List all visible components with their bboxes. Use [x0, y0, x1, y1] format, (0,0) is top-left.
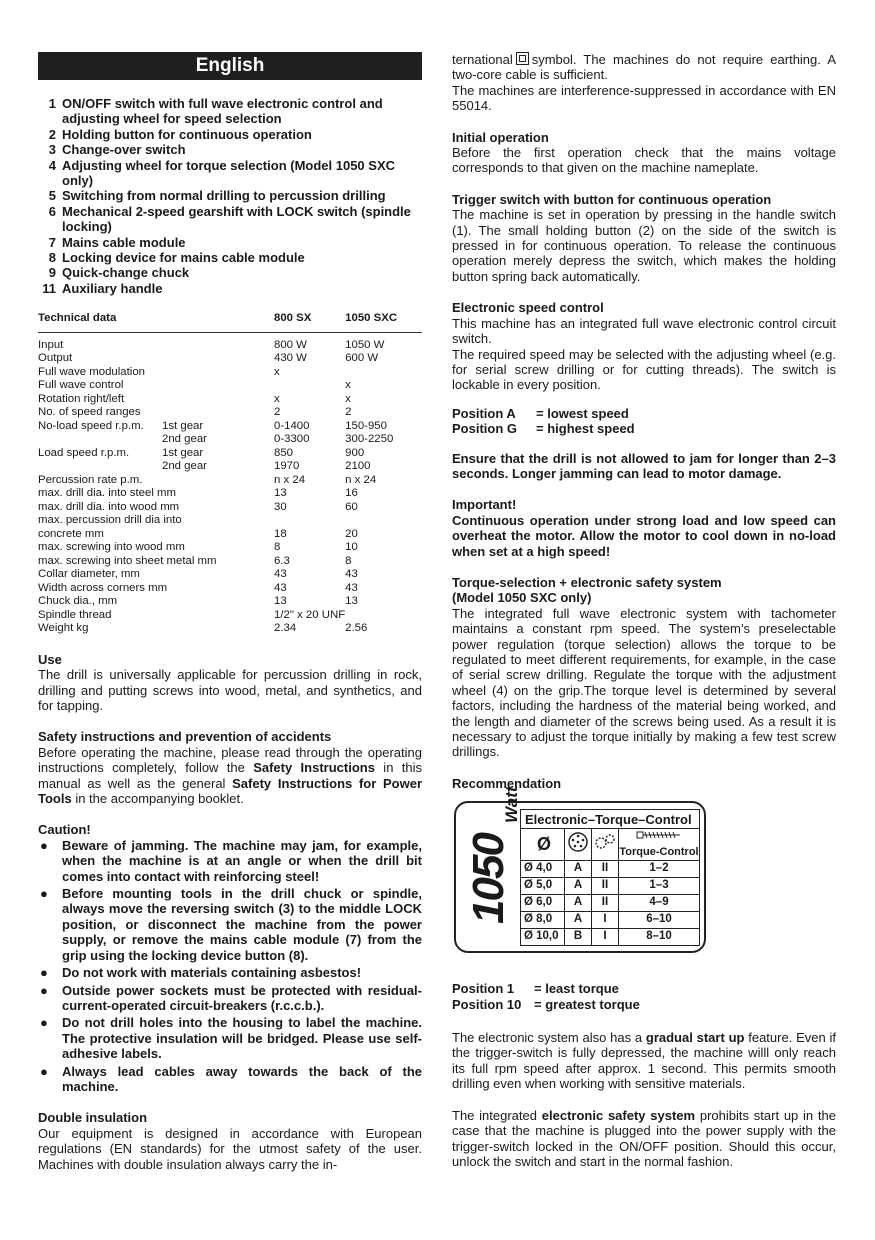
table-row	[38, 433, 422, 447]
text-run: ternational	[452, 52, 513, 67]
section-subtitle: (Model 1050 SXC only)	[452, 590, 592, 606]
item-text: Do not drill holes into the housing to label the machine. The protective insulation will be bridged. Please use self-adhesive labels.	[62, 1015, 422, 1062]
chart-gear: II	[592, 895, 619, 912]
text-run-bold: electronic safety system	[541, 1107, 696, 1123]
table-cell-1050sxc: 13	[345, 595, 358, 608]
list-item	[38, 158, 422, 189]
chart-gear: I	[592, 929, 619, 946]
item-text: Holding button for continuous operation	[62, 126, 312, 142]
chart-speed: B	[565, 929, 592, 946]
position-key: Position 10	[452, 996, 522, 1012]
chart-torque: 4–9	[619, 895, 700, 912]
table-cell-1050sxc: 20	[345, 527, 358, 540]
item-number: 7	[48, 234, 56, 250]
torque-grid	[520, 809, 700, 946]
table-cell-1050sxc	[345, 609, 422, 623]
row-label: Rotation right/left	[38, 392, 125, 405]
table-cell-label	[38, 595, 274, 609]
item-number: 6	[48, 203, 56, 219]
table-cell-800sx: 6.3	[274, 554, 290, 567]
bullet-icon: ●	[40, 1015, 48, 1031]
list-item	[38, 96, 422, 127]
list-item	[38, 142, 422, 157]
item-text: Mechanical 2-speed gearshift with LOCK switch (spindle locking)	[62, 203, 411, 235]
position-row	[452, 406, 836, 421]
list-item	[38, 838, 422, 884]
section-title: Initial operation	[452, 129, 549, 145]
table-cell-label	[38, 528, 274, 542]
table-cell-1050sxc: x	[345, 379, 351, 392]
item-text: Switching from normal drilling to percussion drilling	[62, 188, 386, 204]
section-title: Safety instructions and prevention of accidents	[38, 729, 332, 745]
table-cell-label	[38, 366, 274, 380]
table-row	[38, 622, 422, 636]
table-row	[38, 541, 422, 555]
table-cell-800sx: 0-3300	[274, 433, 310, 446]
bullet-icon: ●	[40, 886, 48, 902]
table-row	[38, 555, 422, 569]
chart-diameter: Ø 6,0	[521, 895, 565, 912]
paragraph: The machine is set in operation by pressing in the handle switch (1). The small holding button (2) on the side of the switch is pressed in for continuous operation. To release the continuous operation merely depress the switch, which makes the holding button spring back automatically.	[452, 207, 836, 284]
table-cell-1050sxc: 2.56	[345, 622, 368, 635]
torque-control-chart	[454, 786, 706, 953]
chart-gear: II	[592, 878, 619, 895]
table-cell-1050sxc: n x 24	[345, 473, 377, 486]
watt-label: Watt	[502, 786, 521, 824]
table-cell-label	[38, 420, 274, 434]
chart-gear: I	[592, 912, 619, 929]
row-sublabel: 1st gear	[162, 446, 204, 459]
item-number: 3	[48, 142, 56, 158]
table-cell-800sx: x	[274, 392, 280, 405]
row-label: Width across corners mm	[38, 581, 168, 594]
table-row	[38, 609, 422, 623]
table-header: 800 SX	[274, 312, 345, 332]
row-label: Percussion rate p.m.	[38, 473, 143, 486]
paragraph: Before the first operation check that the mains voltage corresponds to that given on the machine nameplate.	[452, 145, 836, 176]
position-key: Position 1	[452, 981, 515, 997]
item-text: Auxiliary handle	[62, 280, 163, 296]
table-header-row	[38, 312, 422, 332]
chart-row	[521, 912, 700, 929]
row-label: max. screwing into wood mm	[38, 541, 185, 554]
chart-speed: A	[565, 912, 592, 929]
table-row	[38, 528, 422, 542]
left-column	[38, 52, 422, 1172]
table-cell-800sx: 1970	[274, 460, 300, 473]
item-text: Change-over switch	[62, 142, 186, 158]
chart-speed: A	[565, 861, 592, 878]
section-title: Electronic speed control	[452, 300, 604, 316]
item-text: Locking device for mains cable module	[62, 250, 305, 266]
section-title: Important!	[452, 497, 517, 513]
technical-data-table	[38, 312, 422, 636]
table-cell-1050sxc: 600 W	[345, 352, 379, 365]
item-number: 1	[48, 96, 56, 111]
table-row	[38, 501, 422, 515]
table-cell-label	[38, 501, 274, 515]
section-title: Double insulation	[38, 1110, 148, 1126]
table-cell-1050sxc: 1050 W	[345, 338, 385, 351]
row-label: Full wave modulation	[38, 365, 145, 378]
table-cell-800sx: 30	[274, 500, 287, 513]
list-item	[38, 250, 422, 265]
text-run: The electronic system also has a	[452, 1030, 646, 1046]
list-item	[38, 983, 422, 1014]
table-row	[38, 474, 422, 488]
text-run: Before operating the machine, please read through the operating instructions completely, follow the	[38, 744, 422, 776]
table-cell-label	[38, 433, 274, 447]
table-row	[38, 582, 422, 596]
table-cell-label	[38, 568, 274, 582]
bullet-icon: ●	[40, 965, 48, 981]
position-value: = lowest speed	[536, 405, 629, 421]
section-title: Torque-selection + electronic safety system	[452, 574, 722, 590]
row-label: Output	[38, 352, 73, 365]
table-cell-800sx: n x 24	[274, 473, 306, 486]
torque-control-header	[619, 829, 700, 861]
chart-row	[521, 895, 700, 912]
table-row	[38, 406, 422, 420]
table-row	[38, 514, 422, 528]
row-label: max. drill dia. into wood mm	[38, 500, 180, 513]
item-text: Adjusting wheel for torque selection (Model 1050 SXC only)	[62, 157, 395, 189]
row-label: No-load speed r.p.m.	[38, 419, 144, 432]
row-label: Input	[38, 338, 64, 351]
table-cell-800sx: 0-1400	[274, 419, 310, 432]
table-cell-800sx: 800 W	[274, 338, 307, 351]
table-cell-label	[38, 352, 274, 366]
paragraph: The machines are interference-suppressed in accordance with EN 55014.	[452, 82, 836, 114]
chart-diameter: Ø 8,0	[521, 912, 565, 929]
table-row	[38, 568, 422, 582]
table-header: Technical data	[38, 312, 274, 332]
list-item	[38, 265, 422, 280]
paragraph	[452, 52, 836, 83]
row-sublabel: 2nd gear	[162, 433, 207, 446]
section-title: Trigger switch with button for continuous operation	[452, 191, 772, 207]
right-column	[452, 52, 836, 1169]
list-item	[38, 281, 422, 296]
chart-diameter: Ø 5,0	[521, 878, 565, 895]
item-text: Do not work with materials containing asbestos!	[62, 965, 362, 981]
table-cell-800sx: 2	[274, 406, 281, 419]
item-text: Always lead cables away towards the back of the machine.	[62, 1063, 422, 1094]
table-cell-label	[38, 447, 274, 461]
table-row	[38, 393, 422, 407]
text-run: symbol. The machines do not require earthing. A two-core cable is sufficient.	[452, 52, 836, 83]
paragraph: Our equipment is designed in accordance with European regulations (EN standards) for the utmost safety of the user. Machines with double insulation always carry the in-	[38, 1125, 422, 1172]
chart-row	[521, 861, 700, 878]
item-number: 2	[48, 126, 56, 142]
row-label: max. drill dia. into steel mm	[38, 487, 176, 500]
chart-diameter: Ø 10,0	[521, 929, 565, 946]
gear-icon	[592, 829, 619, 861]
table-row	[38, 366, 422, 380]
table-cell-800sx: 8	[274, 541, 281, 554]
text-run: in this manual as well as the general	[38, 760, 422, 791]
chart-torque: 1–2	[619, 861, 700, 878]
table-row	[38, 595, 422, 609]
table-cell-1050sxc	[345, 514, 422, 528]
language-banner: English	[38, 52, 422, 80]
table-cell-label	[38, 541, 274, 555]
item-text: Beware of jamming. The machine may jam, for example, when the machine is at an angle or when the drill bit comes into contact with reinforcing steel!	[62, 837, 422, 884]
list-item	[38, 204, 422, 235]
table-cell-1050sxc: 43	[345, 581, 358, 594]
section-title: Use	[38, 651, 62, 667]
diameter-icon: Ø	[521, 829, 565, 861]
table-cell-800sx: 1/2" x 20 UNF	[274, 608, 346, 621]
table-cell-1050sxc: 10	[345, 541, 358, 554]
text-run: feature. Even if the trigger-switch is fully depressed, the machine willl only reach its full rpm speed after approx. 1 second. This permits smooth drilling even when working with sensitive materials.	[452, 1030, 836, 1092]
item-number: 11	[42, 280, 56, 296]
chart-gear: II	[592, 861, 619, 878]
table-cell-label	[38, 487, 274, 501]
item-number: 4	[48, 157, 56, 173]
chart-torque: 6–10	[619, 912, 700, 929]
item-text: Before mounting tools in the drill chuck or spindle, always move the reversing switch (3) to the middle LOCK position, or disconnect the machine from the power supply, or remove the mains cable module (7) from the grip using the locking device button (8).	[62, 886, 422, 963]
table-cell-1050sxc	[345, 366, 422, 380]
list-item	[38, 188, 422, 203]
section-title: Recommendation	[452, 775, 562, 791]
item-text: ON/OFF switch with full wave electronic control and adjusting wheel for speed selection	[62, 96, 383, 127]
table-cell-label	[38, 622, 274, 636]
jam-warning: Ensure that the drill is not allowed to jam for longer than 2–3 seconds. Longer jamming can lead to motor damage.	[452, 450, 836, 481]
row-sublabel: 1st gear	[162, 419, 204, 432]
table-cell-1050sxc: 300-2250	[345, 433, 394, 446]
row-label: Spindle thread	[38, 608, 112, 621]
bullet-icon: ●	[40, 1063, 48, 1079]
table-cell-800sx: 43	[274, 568, 287, 581]
table-cell-1050sxc: x	[345, 392, 351, 405]
list-item	[38, 1064, 422, 1095]
table-cell-label	[38, 379, 274, 393]
text-run-bold: gradual start up	[645, 1030, 745, 1046]
item-text: Quick-change chuck	[62, 265, 190, 281]
row-label: Collar diameter, mm	[38, 568, 140, 581]
table-cell-1050sxc: 60	[345, 500, 358, 513]
torque-grid-body	[521, 861, 700, 946]
chart-torque: 8–10	[619, 929, 700, 946]
chart-speed: A	[565, 878, 592, 895]
table-cell-1050sxc: 2100	[345, 460, 371, 473]
text-run: in the accompanying booklet.	[71, 791, 244, 807]
row-sublabel: 2nd gear	[162, 460, 207, 473]
table-cell-800sx: 430 W	[274, 352, 307, 365]
torque-positions	[452, 981, 836, 1012]
paragraph: The integrated full wave electronic system with tachometer maintains a constant rpm speed. The system’s preselectable power regulation (torque selection) allows the torque to be regulated to meet different requirements, for example, in the case of serial screw drilling. Regulate the torque with the adjustment wheel (4) on the grip.The torque level is determined by several factors, including the hardness of the material being worked, and the length and diameter of the screws being used. As a result it is necessary to adjust the torque initially by making a few test screw drillings.	[452, 605, 836, 760]
table-row	[38, 447, 422, 461]
table-cell-1050sxc: 43	[345, 568, 358, 581]
bullet-icon: ●	[40, 982, 48, 998]
row-label: No. of speed ranges	[38, 406, 141, 419]
row-label: Load speed r.p.m.	[38, 446, 130, 459]
list-item	[38, 127, 422, 142]
row-label: max. screwing into sheet metal mm	[38, 554, 217, 567]
table-cell-800sx	[274, 514, 345, 528]
table-cell-label	[38, 406, 274, 420]
list-item	[38, 965, 422, 980]
position-value: = least torque	[534, 981, 619, 997]
text-run-bold: Safety Instructions	[253, 760, 375, 776]
table-cell-800sx: 43	[274, 581, 287, 594]
paragraph	[452, 1030, 836, 1092]
paragraph: This machine has an integrated full wave electronic control circuit switch.	[452, 315, 836, 347]
row-label: Weight kg	[38, 622, 89, 635]
position-value: = highest speed	[536, 421, 635, 437]
table-row	[38, 379, 422, 393]
table-row	[38, 352, 422, 366]
table-cell-label	[38, 555, 274, 569]
table-cell-1050sxc: 8	[345, 554, 352, 567]
chart-torque: 1–3	[619, 878, 700, 895]
item-text: Mains cable module	[62, 234, 186, 250]
list-item	[38, 1015, 422, 1061]
table-cell-800sx	[274, 379, 345, 393]
position-key: Position G	[452, 421, 517, 437]
paragraph: Continuous operation under strong load and low speed can overheat the motor. Allow the motor to cool down in no-load when set at a high speed!	[452, 512, 836, 559]
table-row	[38, 420, 422, 434]
table-cell-800sx: 2.34	[274, 622, 297, 635]
speed-wheel-icon	[565, 829, 592, 861]
table-cell-label	[38, 514, 274, 528]
table-cell-1050sxc: 150-950	[345, 419, 387, 432]
chart-speed: A	[565, 895, 592, 912]
table-cell-800sx: 13	[274, 487, 287, 500]
paragraph: The drill is universally applicable for percussion drilling in rock, drilling and putting screws into wood, metal, and synthetics, and for tapping.	[38, 667, 422, 713]
chart-row	[521, 929, 700, 946]
position-row	[452, 981, 836, 996]
item-number: 8	[48, 250, 56, 266]
table-cell-800sx: 18	[274, 527, 287, 540]
paragraph: The required speed may be selected with the adjusting wheel (e.g. for serial screw drilling or for cutting threads). The switch is lockable in every position.	[452, 346, 836, 393]
position-key: Position A	[452, 405, 516, 421]
table-row	[38, 332, 422, 352]
table-header: 1050 SXC	[345, 312, 422, 332]
text-run-bold: Safety Instructions for Power Tools	[38, 775, 422, 807]
table-row	[38, 460, 422, 474]
section-title: Caution!	[38, 822, 91, 838]
torque-control-label: Torque-Control	[619, 845, 699, 858]
table-cell-label	[38, 393, 274, 407]
text-run: The integrated	[452, 1107, 542, 1123]
table-cell-1050sxc: 900	[345, 446, 365, 459]
row-label: concrete mm	[38, 527, 104, 540]
table-cell-800sx: 13	[274, 595, 287, 608]
table-cell-label	[38, 332, 274, 352]
table-cell-label	[38, 609, 274, 623]
row-label: Full wave control	[38, 379, 124, 392]
item-number: 9	[48, 265, 56, 281]
paragraph	[38, 745, 422, 807]
chart-title: Electronic–Torque–Control	[521, 810, 700, 829]
item-text: Outside power sockets must be protected with residual-current-operated circuit-breakers (r.c.c.b.).	[62, 982, 422, 1013]
parts-list	[38, 96, 422, 296]
speed-positions	[452, 406, 836, 437]
item-number: 5	[48, 188, 56, 204]
row-label: max. percussion drill dia into	[38, 514, 182, 527]
table-cell-label	[38, 582, 274, 596]
list-item	[38, 886, 422, 963]
position-row	[452, 421, 836, 436]
paragraph	[452, 1108, 836, 1170]
list-item	[38, 235, 422, 250]
table-cell-800sx: 850	[274, 446, 294, 459]
position-value: = greatest torque	[534, 996, 640, 1012]
table-cell-label	[38, 474, 274, 488]
table-cell-label	[38, 460, 274, 474]
screw-icon	[636, 831, 682, 839]
table-row	[38, 487, 422, 501]
row-label: Chuck dia., mm	[38, 595, 118, 608]
table-cell-800sx: x	[274, 365, 280, 378]
table-cell-1050sxc: 16	[345, 487, 358, 500]
double-insulation-icon	[516, 52, 529, 65]
table-cell-1050sxc: 2	[345, 406, 352, 419]
wattage-label: 1050	[464, 834, 513, 925]
chart-row	[521, 878, 700, 895]
chart-diameter: Ø 4,0	[521, 861, 565, 878]
technical-data-body	[38, 332, 422, 636]
text-run: prohibits start up in the case that the machine is plugged into the power supply with the trigger-switch locked in the ON/OFF position. Should this occur, unlock the switch and start in the normal fashion.	[452, 1107, 837, 1169]
bullet-icon: ●	[40, 837, 48, 853]
caution-list	[38, 838, 422, 1095]
position-row	[452, 997, 836, 1012]
